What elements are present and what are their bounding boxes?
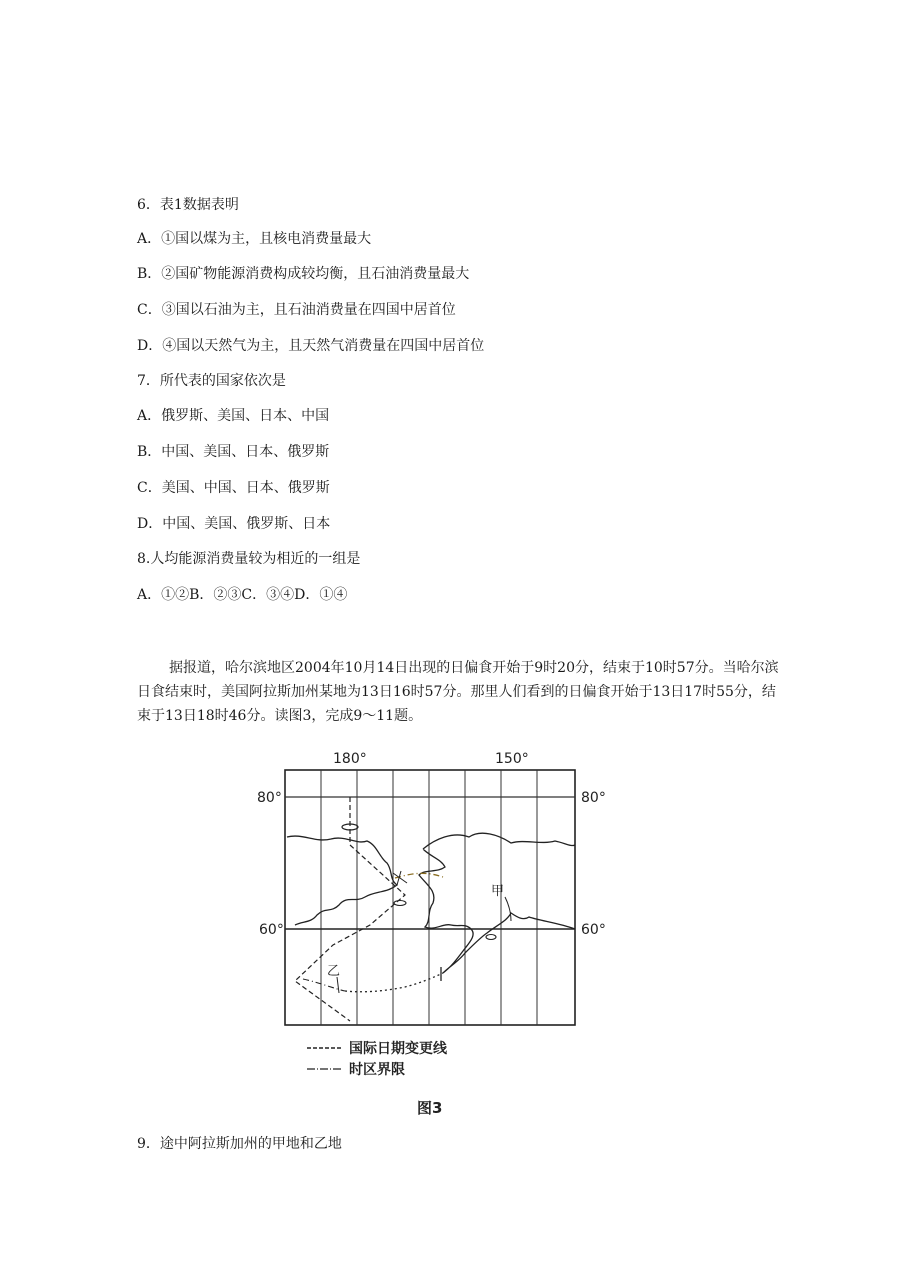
q6-option-c: C．③国以石油为主，且石油消费量在四国中居首位 [137, 302, 456, 318]
label-lon-180: 180° [333, 751, 367, 767]
figure-3-map [255, 745, 615, 1120]
legend-time-zone-label: 时区界限 [349, 1062, 405, 1078]
q8-options: A．①②B．②③C．③④D．①④ [137, 587, 348, 603]
aleutian-islands [345, 973, 443, 992]
place-yi-leader [337, 977, 339, 993]
q6-option-a: A．①国以煤为主，且核电消费量最大 [137, 231, 372, 247]
meridian-lines [321, 770, 537, 1025]
label-lat-80-right: 80° [581, 790, 606, 806]
figure-caption: 图3 [417, 1099, 443, 1117]
q6-stem: 6．表1数据表明 [137, 197, 239, 213]
label-place-jia: 甲 [491, 884, 505, 899]
map-svg [255, 745, 615, 1120]
q7-option-a: A．俄罗斯、美国、日本、中国 [137, 408, 330, 424]
q6-option-d: D．④国以天然气为主，且天然气消费量在四国中居首位 [137, 338, 485, 354]
label-place-yi: 乙 [327, 964, 341, 979]
q8-stem: 8.人均能源消费量较为相近的一组是 [137, 551, 361, 567]
q7-option-c: C．美国、中国、日本、俄罗斯 [137, 480, 330, 496]
label-lat-60-left: 60° [259, 922, 284, 938]
label-lat-60-right: 60° [581, 922, 606, 938]
international-date-line [295, 797, 405, 1021]
asia-coastline [287, 836, 397, 925]
q7-option-b: B．中国、美国、日本、俄罗斯 [137, 444, 330, 460]
q6-option-b: B．②国矿物能源消费构成较均衡，且石油消费量最大 [137, 266, 470, 282]
q7-stem: 7．所代表的国家依次是 [137, 373, 286, 389]
kodiak-island [486, 935, 496, 940]
alaska-coastline [419, 833, 575, 973]
st-lawrence-island [394, 901, 406, 906]
passage: 据报道，哈尔滨地区2004年10月14日出现的日偏食开始于9时20分，结束于10时57分。当哈尔滨日食结束时，美国阿拉斯加州某地为13日16时57分。那里人们看到的日偏食开始于13日17时55分，结束于13日18时46分。读图3，完成9～11题。 [137, 660, 779, 724]
label-lon-150: 150° [495, 751, 529, 767]
legend-date-line-label: 国际日期变更线 [349, 1041, 447, 1057]
q7-option-d: D．中国、美国、俄罗斯、日本 [137, 516, 331, 532]
label-lat-80-left: 80° [257, 790, 282, 806]
q9-stem: 9．途中阿拉斯加州的甲地和乙地 [137, 1136, 342, 1152]
